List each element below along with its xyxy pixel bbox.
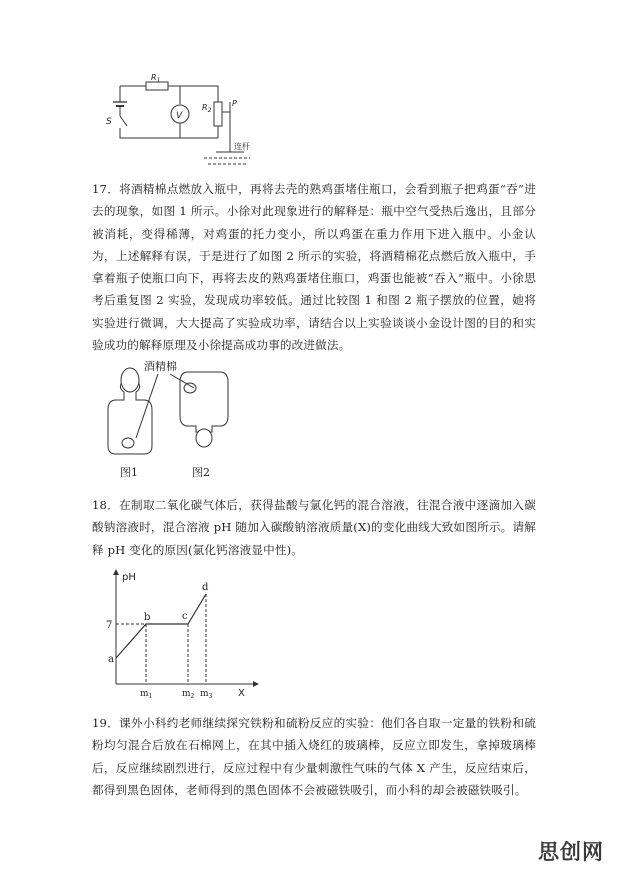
- point-d: d: [202, 582, 209, 593]
- label-rod: 连杆: [234, 142, 250, 151]
- label-fig1: 图1: [120, 466, 138, 479]
- label-p: P: [232, 99, 237, 108]
- egg-1: [121, 368, 139, 392]
- egg-2: [196, 429, 212, 447]
- y-label: pH: [122, 572, 136, 583]
- question-18: 18．在制取二氧化碳气体后，获得盐酸与氯化钙的混合溶液，往混合液中逐滴加入碳酸钠溶液时，混合溶液 pH 随加入碳酸钠溶液质量(X)的变化曲线大致如图所示。请解释 pH 变化的原因(氯化钙溶液显中性)。: [92, 498, 536, 557]
- switch-blade: [120, 116, 127, 126]
- bottle-1: [108, 382, 152, 454]
- circuit-diagram: [100, 72, 300, 172]
- point-b: b: [144, 612, 151, 623]
- ph-chart: [100, 564, 260, 700]
- resistor-r2: [214, 102, 222, 126]
- ph-curve: [116, 594, 206, 658]
- question-17: 17．将酒精棉点燃放入瓶中，再将去壳的熟鸡蛋堵住瓶口，会看到瓶子把鸡蛋“吞”进去的现象，如图 1 所示。小徐对此现象进行的解释是：瓶中空气受热后逸出，且部分被消耗，变得稀薄，对鸡蛋的托力变小，所以鸡蛋在重力作用下进入瓶中。小金认为，上述解释有误，于是进行了如图 2 所示的实验，将酒精棉花点燃后放入瓶中，手拿着瓶子使瓶口向下，再将去皮的熟鸡蛋堵住瓶口，鸡蛋也能被“吞入”瓶中。小徐思考后重复图 2 实验，发现成功率较低。通过比较图 1 和图 2 瓶子摆放的位置，她将实验进行微调，大大提高了实验成功率，请结合以上实验谈谈小金设计图的目的和实验成功的解释原理及小徐提高成功事的改进做法。: [92, 182, 536, 353]
- circuit-wire-bottom: [120, 128, 218, 138]
- label-r2: $R_2$: [202, 103, 212, 114]
- watermark-logo: 思创网: [538, 840, 604, 864]
- label-cotton: 酒精棉: [144, 360, 177, 373]
- point-c: c: [182, 611, 188, 622]
- x-tick-m2: $m_2$: [182, 689, 195, 700]
- x-tick-m1: $m_1$: [140, 689, 153, 700]
- bottle-2: [180, 372, 228, 432]
- pointer-2: [170, 374, 194, 388]
- label-r1: $R_1$: [151, 73, 161, 84]
- label-s: S: [106, 117, 112, 127]
- cotton-1: [122, 438, 134, 448]
- label-v: V: [176, 111, 183, 121]
- x-tick-m3: $m_3$: [200, 689, 213, 700]
- point-a: a: [108, 654, 114, 665]
- x-label: X: [238, 688, 245, 699]
- label-fig2: 图2: [192, 466, 210, 479]
- bottle-figures: [100, 354, 260, 489]
- circuit-wire-top: [120, 86, 218, 94]
- y-tick-7: 7: [106, 620, 113, 631]
- cotton-2: [184, 383, 196, 393]
- question-19: 19．课外小科约老师继续探究铁粉和硫粉反应的实验：他们各自取一定量的铁粉和硫粉均匀混合后放在石棉网上，在其中插入烧红的玻璃棒，反应立即发生，拿掉玻璃棒后，反应继续剧烈进行，反应过程中有少量刺激性气味的气体 X 产生，反应结束后，都得到黑色固体，老师得到的黑色固体不会被磁铁吸引，而小科的却会被磁铁吸引。: [92, 716, 536, 797]
